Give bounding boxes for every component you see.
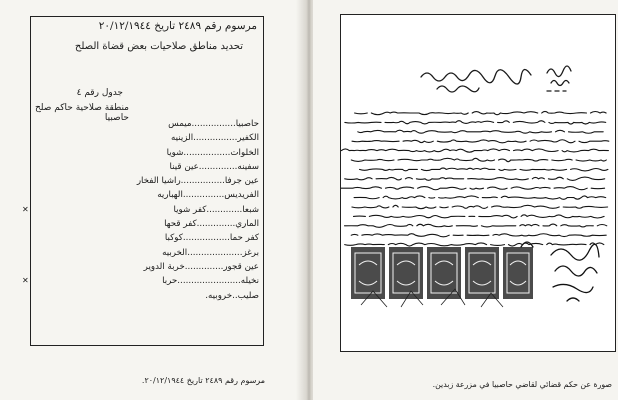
decree-subtitle: تحديد مناطق صلاحيات بعض قضاة الصلح	[74, 41, 243, 52]
region-title: منطقة صلاحية حاكم صلح حاصبيا	[34, 103, 129, 123]
list-item: شبعا.............كفر شويا ✕	[29, 203, 259, 217]
list-item: الماري..............كفر قحها	[164, 219, 259, 230]
handwriting-line	[354, 196, 606, 199]
list-item: حاصبيا................ميمس	[168, 119, 259, 129]
list-item: برغز....................الخربيه	[162, 247, 259, 258]
list-item: الخلوات.................شويا	[166, 147, 259, 158]
handwriting-line	[351, 158, 606, 161]
handwriting-line	[341, 187, 605, 190]
handwriting-line	[352, 140, 609, 143]
list-item: عين جرفا................راشيا الفخار	[136, 176, 259, 187]
handwriting-line	[354, 130, 603, 133]
village-list	[29, 117, 259, 303]
handwriting-line	[352, 205, 608, 208]
handwriting-line	[351, 234, 606, 237]
revenue-stamps	[351, 247, 533, 307]
handwriting-line	[345, 243, 604, 246]
left-page	[0, 0, 305, 400]
handwriting-line	[354, 215, 605, 218]
left-page-caption: مرسوم رقم ٢٤٨٩ تاريخ ٢٠/١٢/١٩٤٤.	[141, 376, 265, 385]
decree-frame	[30, 16, 264, 346]
handwriting-line	[344, 224, 606, 227]
handwriting-line	[345, 177, 605, 180]
decree-title: مرسوم رقم ٢٤٨٩ تاريخ ٢٠/١٢/١٩٤٤	[98, 20, 257, 32]
list-item: الفريديس...............الهباريه	[157, 190, 259, 201]
right-page	[313, 0, 618, 400]
handwriting-line	[355, 111, 607, 114]
list-item: صليب..خروبيه.	[205, 290, 259, 301]
handwriting-line	[341, 149, 608, 152]
right-page-caption: صورة عن حكم قضائي لقاضي حاصبيا في مزرعة زبدين.	[432, 380, 612, 389]
list-item: نخيله.......................حربا ✕	[29, 274, 259, 288]
handwriting-line	[355, 168, 607, 171]
table-title: جدول رقم ٤	[76, 88, 123, 98]
list-item: كفر حما.................كوكبا	[164, 233, 259, 244]
handwriting-line	[345, 121, 606, 124]
court-judgment-scan	[340, 14, 616, 352]
handwritten-judgment	[341, 15, 617, 353]
list-item: الكفير................الزينيه	[170, 133, 259, 144]
list-item: عين قجور..............خربة الدوير	[143, 261, 259, 272]
list-item: سفينه..............عين قينا	[169, 161, 259, 172]
